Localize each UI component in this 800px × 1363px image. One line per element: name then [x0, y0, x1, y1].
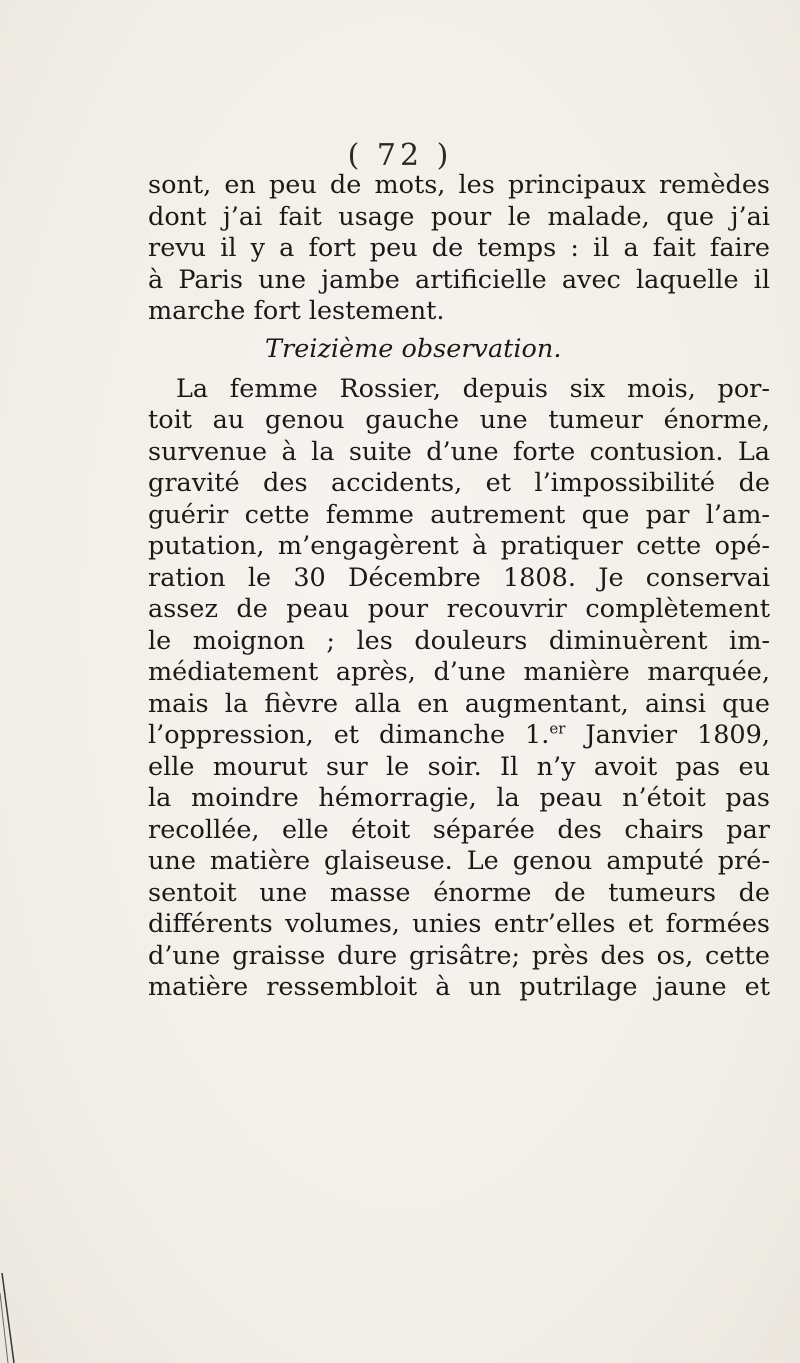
text-line-with-superscript [148, 720, 770, 752]
text-line: médiatement après, d’une manière marquée, [148, 657, 770, 687]
text-line: toit au genou gauche une tumeur énorme, [148, 405, 770, 435]
text-line: sentoit une masse énorme de tumeurs de [148, 877, 770, 908]
body-text [148, 170, 770, 1004]
text-line: gravité des accidents, et l’impossibilité de [148, 468, 770, 498]
text-line: une matière glaiseuse. Le genou amputé pré- [148, 846, 770, 876]
text-line: guérir cette femme autrement que par l’am- [148, 499, 770, 530]
text-line: putation, m’engagèrent à pratiquer cette opé- [148, 531, 770, 561]
binding-edge-mark [0, 1273, 40, 1363]
paragraph-2 [148, 374, 770, 1004]
text-line: dont j’ai fait usage pour le malade, que j’ai [148, 201, 770, 232]
text-line: La femme Rossier, depuis six mois, por- [176, 373, 770, 404]
section-heading: Treizième observation. [265, 333, 562, 364]
text-line: le moignon ; les douleurs diminuèrent im- [148, 625, 770, 656]
text-line: assez de peau pour recouvrir complètement [148, 594, 770, 624]
text-line: revu il y a fort peu de temps : il a fait faire [148, 233, 770, 263]
text-line: sont, en peu de mots, les principaux remèdes [148, 170, 770, 200]
text-line-part: Janvier 1809, [565, 720, 770, 750]
text-line: elle mourut sur le soir. Il n’y avoit pas eu [148, 751, 770, 782]
text-line: marche fort lestement. [148, 296, 445, 326]
text-line: d’une graisse dure grisâtre; près des os, cette [148, 940, 770, 971]
text-line: la moindre hémorragie, la peau n’étoit pas [148, 783, 770, 813]
text-line: survenue à la suite d’une forte contusion. La [148, 436, 770, 467]
text-line: matière ressembloit à un putrilage jaune et [148, 972, 770, 1002]
text-line: mais la fièvre alla en augmentant, ainsi que [148, 688, 770, 719]
text-line-part: l’oppression, et dimanche 1. [148, 720, 550, 750]
superscript: er [549, 719, 566, 738]
text-line: recollée, elle étoit séparée des chairs par [148, 814, 770, 845]
text-line: différents volumes, unies entr’elles et formées [148, 909, 770, 939]
page-number: ( 72 ) [347, 138, 453, 173]
text-line: à Paris une jambe artificielle avec laquelle il [148, 264, 770, 295]
paragraph-1 [148, 170, 770, 328]
text-line: ration le 30 Décembre 1808. Je conservai [148, 562, 770, 593]
